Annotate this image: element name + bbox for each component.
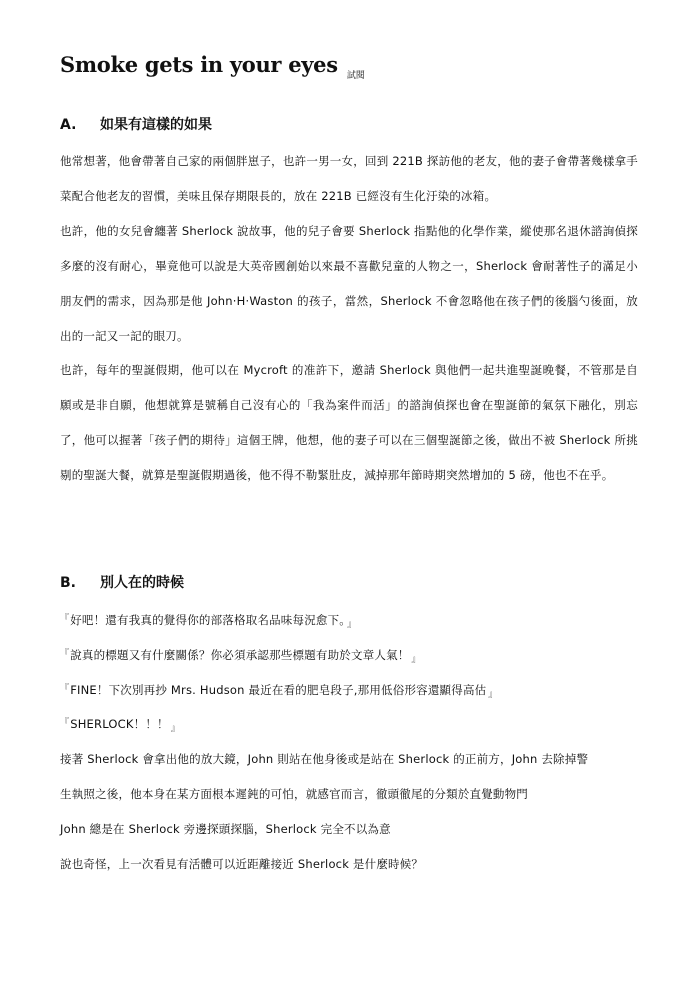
open-quote-mark: 『 — [60, 684, 70, 694]
section-a-heading — [60, 114, 212, 134]
open-quote-mark: 『 — [60, 718, 70, 728]
close-quote-mark: 』 — [170, 724, 180, 734]
dialogue-text: FINE！下次別再抄 Mrs. Hudson 最近在看的肥皂段子,那用低俗形容還顯得高估 — [70, 683, 487, 697]
narration-line-3: John 總是在 Sherlock 旁邊探頭探腦，Sherlock 完全不以為意 — [60, 822, 391, 836]
section-b-title: 別人在的時候 — [100, 575, 184, 591]
dialogue-text: 好吧！還有我真的覺得你的部落格取名品味每況愈下。 — [70, 613, 346, 627]
title-block — [60, 52, 365, 81]
narration-line-2: 生執照之後，他本身在某方面根本遲鈍的可怕，就感官而言，徹頭徹尾的分類於直覺動物門 — [60, 787, 528, 801]
dialogue-line-3 — [60, 682, 498, 698]
narration-line-1: 接著 Sherlock 會拿出他的放大鏡，John 則站在他身後或是站在 Sherlock 的正前方，John 去除掉警 — [60, 752, 589, 766]
dialogue-line-2 — [60, 647, 421, 663]
section-b-letter: B. — [60, 575, 76, 591]
close-quote-mark: 』 — [488, 690, 498, 700]
dialogue-text: 說真的標題又有什麼關係？你必須承認那些標題有助於文章人氣！ — [70, 648, 410, 662]
section-a-paragraph-2: 也許，他的女兒會纏著 Sherlock 說故事，他的兒子會要 Sherlock 指點他的化學作業，縱使那名退休諮詢偵探多麼的沒有耐心，畢竟他可以說是大英帝國創始以來最不喜歡兒童的人物之一，Sherlock 會耐著性子的滿足小朋友們的需求，因為那是他 John·H·Waston 的孩子，當然，Sherlock 不會忽略他在孩子們的後腦勺後面，放出的一記又一記的眼刀。 — [60, 224, 638, 343]
dialogue-line-4 — [60, 716, 180, 732]
narration-line-4: 說也奇怪，上一次看見有活體可以近距離接近 Sherlock 是什麼時候？ — [60, 857, 424, 871]
section-a-paragraph-3: 也許，每年的聖誕假期，他可以在 Mycroft 的准許下，邀請 Sherlock 與他們一起共進聖誕晚餐，不管那是自願或是非自願，他想就算是號稱自己沒有心的「我為案件而活」的諮詢偵探也會在聖誕節的氣氛下融化，別忘了，他可以握著「孩子們的期待」這個王牌，他想，他的妻子可以在三個聖誕節之後，做出不被 Sherlock 所挑剔的聖誕大餐，就算是聖誕假期過後，他不得不勒緊肚皮，減掉那年節時期突然增加的 5 磅，他也不在乎。 — [60, 363, 638, 482]
close-quote-mark: 』 — [411, 655, 421, 665]
open-quote-mark: 『 — [60, 649, 70, 659]
close-quote-mark: 』 — [347, 620, 357, 630]
section-a-letter: A. — [60, 117, 77, 133]
section-a-paragraph-1: 他常想著，他會帶著自己家的兩個胖崽子，也許一男一女，回到 221B 探訪他的老友，他的妻子會帶著幾樣拿手菜配合他老友的習慣，美味且保存期限長的，放在 221B 已經沒有生化汙染的冰箱。 — [60, 154, 638, 203]
open-quote-mark: 『 — [60, 614, 70, 624]
document-title: Smoke gets in your eyes — [60, 52, 338, 77]
dialogue-line-1 — [60, 612, 356, 628]
dialogue-text: SHERLOCK！！！ — [70, 717, 169, 731]
document-subtitle: 試閱 — [346, 71, 365, 81]
section-a-title: 如果有這樣的如果 — [100, 117, 212, 133]
section-b-heading — [60, 572, 184, 592]
